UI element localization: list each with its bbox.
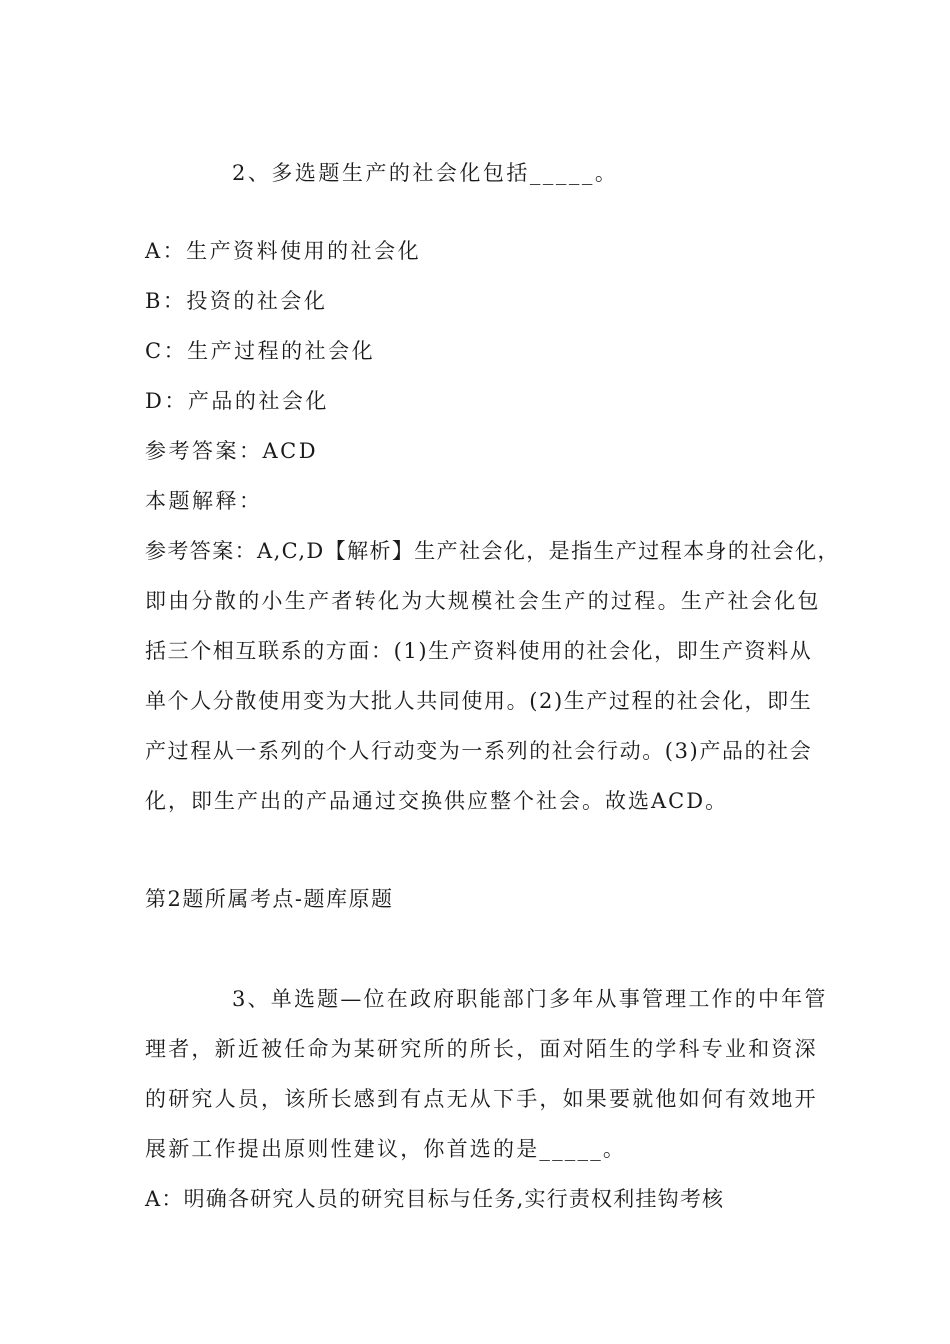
question-3-stem-line: 的研究人员，该所长感到有点无从下手，如果要就他如何有效地开 [145, 1087, 818, 1111]
question-2-option-c: C：生产过程的社会化 [145, 339, 376, 363]
question-2-explanation-line: 单个人分散使用变为大批人共同使用。(2)生产过程的社会化，即生 [145, 689, 813, 713]
question-2-explanation-line: 即由分散的小生产者转化为大规模社会生产的过程。生产社会化包 [145, 589, 821, 613]
question-2-explanation-line: 化，即生产出的产品通过交换供应整个社会。故选ACD。 [145, 789, 729, 813]
question-2-explanation-line: 产过程从一系列的个人行动变为一系列的社会行动。(3)产品的社会 [145, 739, 813, 763]
question-3-stem-line: 3、单选题—位在政府职能部门多年从事管理工作的中年管 [232, 987, 828, 1011]
question-3-stem-line: 展新工作提出原则性建议，你首选的是_____。 [145, 1137, 627, 1161]
question-3-option-a: A：明确各研究人员的研究目标与任务,实行责权利挂钩考核 [145, 1187, 725, 1211]
question-2-option-d: D：产品的社会化 [145, 389, 329, 413]
question-2-option-a: A：生产资料使用的社会化 [145, 239, 422, 263]
question-2-stem: 2、多选题生产的社会化包括_____。 [232, 161, 619, 185]
question-2-explanation-label: 本题解释： [145, 489, 263, 513]
question-2-explanation-line: 参考答案：A,C,D【解析】生产社会化，是指生产过程本身的社会化， [145, 539, 840, 563]
question-2-topic: 第2题所属考点-题库原题 [145, 887, 394, 911]
question-2-answer: 参考答案：ACD [145, 439, 319, 463]
question-3-stem-line: 理者，新近被任命为某研究所的所长，面对陌生的学科专业和资深 [145, 1037, 818, 1061]
question-2-option-b: B：投资的社会化 [145, 289, 328, 313]
question-2-explanation-line: 括三个相互联系的方面：(1)生产资料使用的社会化，即生产资料从 [145, 639, 813, 663]
